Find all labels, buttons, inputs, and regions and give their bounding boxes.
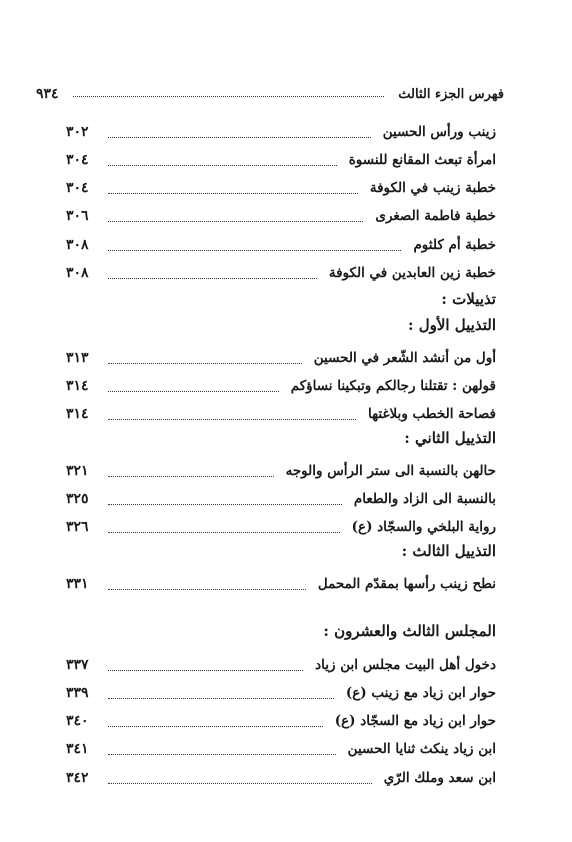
toc-entry-page: ٣٤٠: [66, 713, 89, 729]
leader-dots: [108, 250, 401, 251]
toc-entry-title: بالنسبة الى الزاد والطعام: [353, 491, 496, 507]
leader-dots: [108, 670, 303, 671]
toc-entry-page: ٣٣٧: [66, 657, 89, 673]
toc-entry-page: ٣٠٤: [66, 180, 89, 196]
toc-entry-title: امرأة تبعث المقانع للنسوة: [348, 152, 496, 168]
toc-entry-title: قولهن : تقتلنا رجالكم وتبكينا نساؤكم: [290, 378, 496, 394]
toc-entry-page: ٣١٤: [66, 378, 89, 394]
toc-entry: [66, 175, 496, 201]
section-heading: التذييل الأول :: [407, 316, 496, 334]
leader-dots: [108, 221, 363, 222]
leader-dots: [108, 783, 372, 784]
toc-entry-title: خطبة أم كلثوم: [413, 237, 496, 253]
toc-entry-page: ٣٠٨: [66, 237, 89, 253]
toc-entry-page: ٣١٤: [66, 406, 89, 422]
toc-entry-page: ٣٢٦: [66, 519, 89, 535]
toc-entry: [66, 203, 496, 229]
toc-entry-title: حالهن بالنسبة الى ستر الرأس والوجه: [285, 463, 496, 479]
section-heading: تذييلات :: [441, 290, 496, 308]
running-title: فهرس الجزء الثالث: [398, 87, 504, 102]
toc-entry-title: خطبة زينب في الكوفة: [369, 180, 496, 196]
toc-entry: [66, 680, 496, 706]
toc-entry: [66, 708, 496, 734]
leader-dots: [108, 476, 274, 477]
toc-entry-page: ٣١٣: [66, 350, 89, 366]
section-heading: التذييل الثالث :: [401, 542, 496, 560]
toc-entry: [66, 736, 496, 762]
toc-entry-page: ٣٢١: [66, 463, 89, 479]
leader-dots: [108, 698, 334, 699]
toc-entry: [66, 345, 496, 371]
toc-entry: [66, 486, 496, 512]
toc-entry-page: ٣٠٨: [66, 265, 89, 281]
leader-dots: [108, 391, 279, 392]
toc-entry-title: رواية البلخي والسجّاد (ع): [351, 519, 496, 535]
toc-entry: [66, 147, 496, 173]
toc-entry-title: خطبة فاطمة الصغرى: [375, 208, 496, 224]
toc-entry-title: حوار ابن زياد مع زينب (ع): [345, 685, 496, 701]
page-number: ٩٣٤: [36, 86, 59, 102]
toc-entry: [66, 458, 496, 484]
toc-entry-page: ٣٣٩: [66, 685, 89, 701]
toc-entry-title: نطح زينب رأسها بمقدّم المحمل: [317, 576, 496, 592]
leader-dots: [108, 726, 323, 727]
toc-entry: [66, 652, 496, 678]
leader-dots: [108, 363, 302, 364]
toc-entry-page: ٣٠٢: [66, 124, 89, 140]
toc-entry-title: دخول أهل البيت مجلس ابن زياد: [315, 657, 496, 673]
toc-entry: [66, 401, 496, 427]
toc-entry: [66, 765, 496, 791]
toc-entry-page: ٣٣١: [66, 576, 89, 592]
leader-dots: [108, 137, 371, 138]
leader-dots: [108, 419, 356, 420]
toc-entry: [66, 373, 496, 399]
toc-entry-title: ابن زياد ينكث ثنايا الحسين: [347, 741, 496, 757]
leader-dots: [108, 754, 336, 755]
toc-entry-title: خطبة زين العابدين في الكوفة: [328, 265, 496, 281]
toc-entry: [66, 571, 496, 597]
leader-dots: [108, 532, 340, 533]
toc-entry-page: ٣٤١: [66, 741, 89, 757]
section-heading: المجلس الثالث والعشرون :: [323, 622, 496, 640]
toc-entry-page: ٣٠٤: [66, 152, 89, 168]
leader-dots: [108, 278, 317, 279]
toc-entry: [66, 514, 496, 540]
toc-entry: [66, 232, 496, 258]
leader-dots: [108, 504, 342, 505]
toc-entry-title: حوار ابن زياد مع السجّاد (ع): [334, 713, 496, 729]
leader-dots: [108, 589, 306, 590]
section-heading: التذييل الثاني :: [404, 429, 496, 447]
toc-entry-title: فصاحة الخطب وبلاغتها: [368, 406, 496, 422]
leader-dots: [108, 193, 358, 194]
toc-entry: [66, 119, 496, 145]
toc-entry-title: ابن سعد وملك الرّي: [383, 770, 496, 786]
toc-entry-page: ٣٤٢: [66, 770, 89, 786]
toc-entry-page: ٣٠٦: [66, 208, 89, 224]
leader-dots: [108, 165, 337, 166]
toc-entry-page: ٣٢٥: [66, 491, 89, 507]
toc-entry-title: أول من أنشد الشّعر في الحسين: [313, 350, 496, 366]
toc-entry-title: زينب ورأس الحسين: [382, 124, 496, 140]
toc-entry: [66, 260, 496, 286]
